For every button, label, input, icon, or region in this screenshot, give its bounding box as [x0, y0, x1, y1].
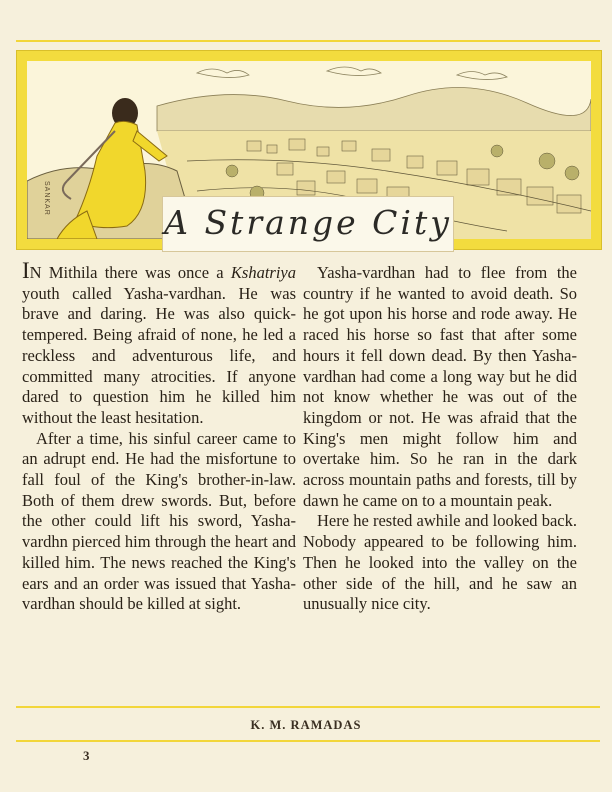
author-credit: K. M. RAMADAS [250, 718, 362, 732]
right-column [303, 263, 577, 615]
paragraph [22, 258, 296, 429]
top-rule [16, 40, 600, 42]
footer-rule-bottom [16, 740, 600, 742]
footer-rule-top [16, 706, 600, 708]
paragraph: After a time, his sinful career came to an adrupt end. He had the misfortune to fall foul of the King's brother-in-law. Both of them drew swords. But, before the other could lift his sword, Yasha-vardhn pierced him through the heart and killed him. The news reached the King's ears and an order was issued that Yasha-vardhan should be killed at sight. [22, 428, 296, 614]
paragraph: Yasha-vardhan had to flee from the country if he wanted to avoid death. So he got upon his horse and rode away. He raced his horse so fast that after some hours it fell down dead. By then Yasha-vardhan had come a long way but he did not know whether he was out of the kingdom or not. He was afraid that the King's men might follow him and overtake him. So he ran in the dark across mountain paths and forests, till by dawn he came on to a mountain peak. [303, 263, 577, 510]
paragraph: Here he rested awhile and looked back. Nobody appeared to be following him. Then he looked into the valley on the other side of the hill, and he saw an unusually nice city. [303, 511, 577, 614]
paragraph-text: youth called Yasha-vardhan. He was brave and daring. He was also quick-tempered. Being afraid of none, he led a reckless and adventurous life, and committed many atrocities. If anyone dared to question him he killed him without the least hesitation. [22, 283, 296, 427]
paragraph-text: N Mithila there was once a [29, 263, 231, 282]
title-box [162, 196, 454, 252]
story-title: A Strange City [164, 203, 452, 242]
drop-cap: I [22, 258, 30, 283]
artist-signature: SANKAR [43, 181, 50, 216]
page-number: 3 [83, 748, 90, 763]
left-column [22, 258, 296, 615]
italic-term: Kshatriya [230, 263, 296, 282]
